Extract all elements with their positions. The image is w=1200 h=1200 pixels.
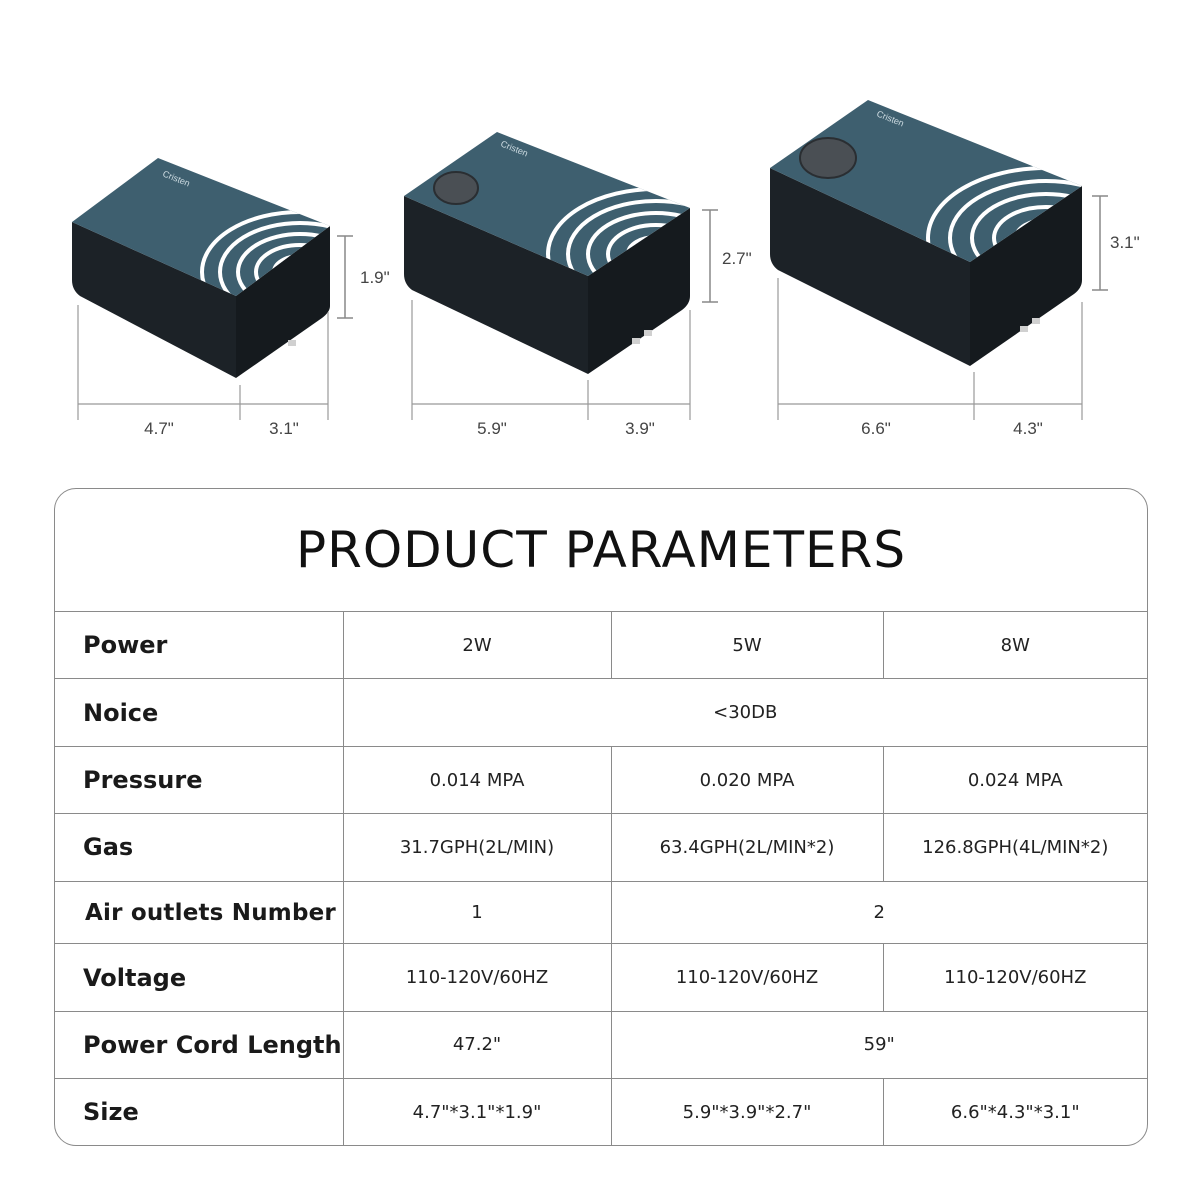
- width-label: 3.9": [625, 419, 655, 438]
- table-cell: 63.4GPH(2L/MIN*2): [611, 814, 883, 881]
- table-cell: 1: [343, 881, 611, 944]
- table-cell: 6.6"*4.3"*3.1": [883, 1079, 1147, 1145]
- table-cell: 0.014 MPA: [343, 746, 611, 813]
- table-cell: 5W: [611, 612, 883, 679]
- table-row: [55, 679, 1147, 746]
- table-cell: 5.9"*3.9"*2.7": [611, 1079, 883, 1145]
- table-cell: 47.2": [343, 1011, 611, 1078]
- air-pump-small: [72, 158, 398, 438]
- table-cell: 110-120V/60HZ: [883, 944, 1147, 1011]
- table-row: [55, 814, 1147, 881]
- power-knob-icon: [800, 138, 856, 178]
- row-label: Power: [55, 612, 343, 679]
- table-row: [55, 746, 1147, 813]
- table-cell: 0.024 MPA: [883, 746, 1147, 813]
- table-cell: 59": [611, 1011, 1147, 1078]
- row-label: Air outlets Number: [55, 881, 343, 944]
- height-label: 2.7": [722, 249, 752, 268]
- table-cell: 2W: [343, 612, 611, 679]
- row-label: Noice: [55, 679, 343, 746]
- row-label: Size: [55, 1079, 343, 1145]
- row-label: Gas: [55, 814, 343, 881]
- row-label: Power Cord Length: [55, 1011, 343, 1078]
- table-cell: 126.8GPH(4L/MIN*2): [883, 814, 1147, 881]
- row-label: Voltage: [55, 944, 343, 1011]
- brand-logo: Cristen: [499, 138, 530, 159]
- table-row: [55, 881, 1147, 944]
- table-cell: 8W: [883, 612, 1147, 679]
- product-parameters-panel: [54, 488, 1148, 1146]
- power-knob-icon: [434, 172, 478, 204]
- length-label: 4.7": [144, 419, 174, 438]
- table-row: [55, 612, 1147, 679]
- table-cell: 4.7"*3.1"*1.9": [343, 1079, 611, 1145]
- table-cell: 2: [611, 881, 1147, 944]
- air-pump-large: [770, 100, 1164, 438]
- table-row: [55, 944, 1147, 1011]
- row-label: Pressure: [55, 746, 343, 813]
- table-cell: 110-120V/60HZ: [611, 944, 883, 1011]
- width-label: 4.3": [1013, 419, 1043, 438]
- height-label: 1.9": [360, 268, 390, 287]
- table-row: [55, 1011, 1147, 1078]
- length-label: 6.6": [861, 419, 891, 438]
- brand-logo: Cristen: [875, 108, 906, 129]
- parameters-table: [55, 611, 1147, 1145]
- length-label: 5.9": [477, 419, 507, 438]
- product-illustrations: [0, 0, 1200, 470]
- brand-logo: Cristen: [161, 168, 192, 189]
- height-label: 3.1": [1110, 233, 1140, 252]
- table-cell: 31.7GPH(2L/MIN): [343, 814, 611, 881]
- page-title: PRODUCT PARAMETERS: [295, 521, 907, 579]
- table-row: [55, 1079, 1147, 1145]
- table-cell: 0.020 MPA: [611, 746, 883, 813]
- width-label: 3.1": [269, 419, 299, 438]
- table-cell: 110-120V/60HZ: [343, 944, 611, 1011]
- table-cell: <30DB: [343, 679, 1147, 746]
- air-pump-medium: [404, 132, 764, 438]
